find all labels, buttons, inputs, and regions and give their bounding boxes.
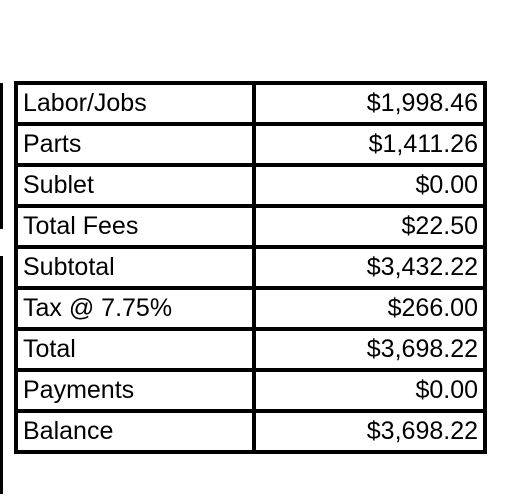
adjacent-table-border: [0, 256, 3, 494]
table-row-subtotal: [16, 247, 485, 288]
row-value: $0.00: [254, 165, 485, 206]
row-value: $3,698.22: [254, 329, 485, 370]
row-label: Total Fees: [16, 206, 254, 247]
row-value: $1,411.26: [254, 124, 485, 165]
row-label: Total: [16, 329, 254, 370]
row-value: $266.00: [254, 288, 485, 329]
row-label: Subtotal: [16, 247, 254, 288]
row-value: $1,998.46: [254, 83, 485, 124]
table-row-parts: [16, 124, 485, 165]
row-label: Sublet: [16, 165, 254, 206]
row-value: $3,698.22: [254, 411, 485, 452]
row-value: $3,432.22: [254, 247, 485, 288]
row-value: $22.50: [254, 206, 485, 247]
row-label: Tax @ 7.75%: [16, 288, 254, 329]
row-label: Parts: [16, 124, 254, 165]
table-row-balance: [16, 411, 485, 452]
table-row-labor-jobs: [16, 83, 485, 124]
row-label: Payments: [16, 370, 254, 411]
table-row-tax: [16, 288, 485, 329]
row-value: $0.00: [254, 370, 485, 411]
table-row-payments: [16, 370, 485, 411]
table-row-sublet: [16, 165, 485, 206]
adjacent-table-border: [0, 83, 3, 229]
invoice-totals-table: [14, 81, 487, 454]
table-row-total: [16, 329, 485, 370]
row-label: Balance: [16, 411, 254, 452]
row-label: Labor/Jobs: [16, 83, 254, 124]
table-row-total-fees: [16, 206, 485, 247]
